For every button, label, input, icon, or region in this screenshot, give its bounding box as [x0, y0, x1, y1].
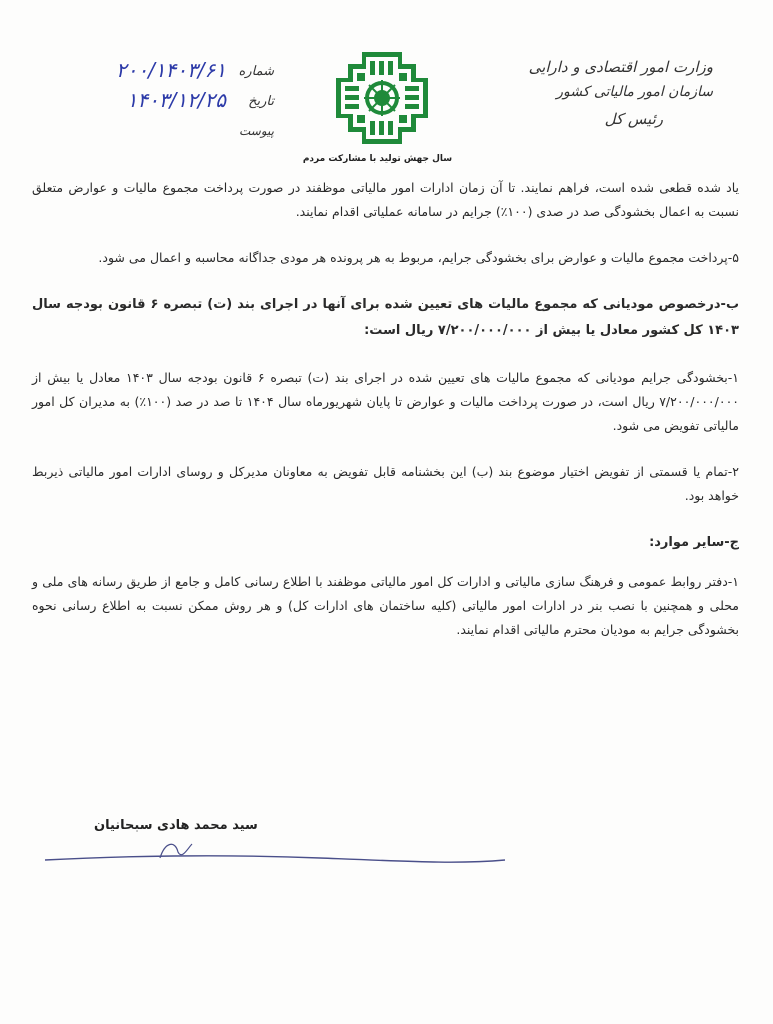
attachment-row — [34, 118, 274, 148]
attachment-label: پیوست — [239, 124, 274, 138]
paragraph-b-1: ۱-بخشودگی جرایم مودیانی که مجموع مالیات های تعیین شده در اجرای بند (ت) تبصره ۶ قانون بودجه سال ۱۴۰۳ معادل یا بیش از ۷/۲۰۰/۰۰۰/۰۰۰ ریال است، در صورت پرداخت مالیات و عوارض تا پایان شهریورماه سال ۱۴۰۴ تا صد در صد (۱۰۰٪) به مدیران کل امور مالیاتی تفویض می شود. — [32, 370, 740, 433]
letterhead-organization — [513, 58, 713, 128]
section-b-heading: ب-درخصوص مودیانی که مجموع مالیات های تعیین شده برای آنها در اجرای بند (ت) تبصره ۶ قانون بودجه سال ۱۴۰۳ کل کشور معادل یا بیش از ۷/۲۰۰/۰۰۰/۰۰۰ ریال است: — [32, 297, 740, 338]
number-row — [34, 58, 274, 88]
date-row — [34, 88, 274, 118]
number-label: شماره — [238, 64, 274, 79]
ministry-name: وزارت امور اقتصادی و دارایی — [528, 58, 713, 76]
signer-name: سید محمد هادی سبحانیان — [94, 818, 258, 833]
tax-emblem-icon — [332, 48, 432, 148]
letter-meta — [34, 58, 274, 148]
paragraph-c-1: ۱-دفتر روابط عمومی و فرهنگ سازی مالیاتی و ادارات کل امور مالیاتی موظفند با اطلاع رسانی کامل و جامع از طریق رسانه های ملی و محلی و همچنین با نصب بنر در ادارات امور مالیاتی (کلیه ساختمان های ادارات کل) و هر روش ممکن نسبت به اطلاع رسانی نحوه بخشودگی جرایم به مودیان محترم مالیاتی اقدام نمایند. — [32, 574, 739, 637]
letter-date: ۱۴۰۳/۱۲/۲۵ — [126, 88, 226, 112]
date-label: تاریخ — [248, 94, 274, 109]
paragraph-continuation: یاد شده قطعی شده است، فراهم نمایند. تا آن زمان ادارات امور مالیاتی موظفند در صورت پرداخت مجموع مالیات و عوارض متعلق نسبت به اعمال بخشودگی صد در صدی (۱۰۰٪) جرایم در سامانه عملیاتی اقدام نمایند. — [32, 180, 739, 219]
handwritten-signature — [40, 830, 510, 870]
year-slogan: سال جهش تولید با مشارکت مردم — [302, 154, 453, 164]
organization-logo — [322, 48, 442, 152]
section-c-heading: ج-سایر موارد: — [649, 535, 739, 550]
paragraph-b-2: ۲-تمام یا قسمتی از تفویض اختیار موضوع بند (ب) این بخشنامه قابل تفویض به معاونان مدیرکل و روسای ادارات امور مالیاتی ذیربط خواهد بود. — [32, 464, 739, 503]
letter-number: ۲۰۰/۱۴۰۳/۶۱ — [115, 58, 226, 82]
organization-name: سازمان امور مالیاتی کشور — [556, 84, 713, 100]
letter-body — [32, 176, 739, 656]
paragraph-item-5: ۵-پرداخت مجموع مالیات و عوارض برای بخشودگی جرایم، مربوط به هر پرونده هر مودی جداگانه محاسبه و اعمال می شود. — [98, 250, 739, 265]
official-title: رئیس کل — [604, 110, 663, 128]
